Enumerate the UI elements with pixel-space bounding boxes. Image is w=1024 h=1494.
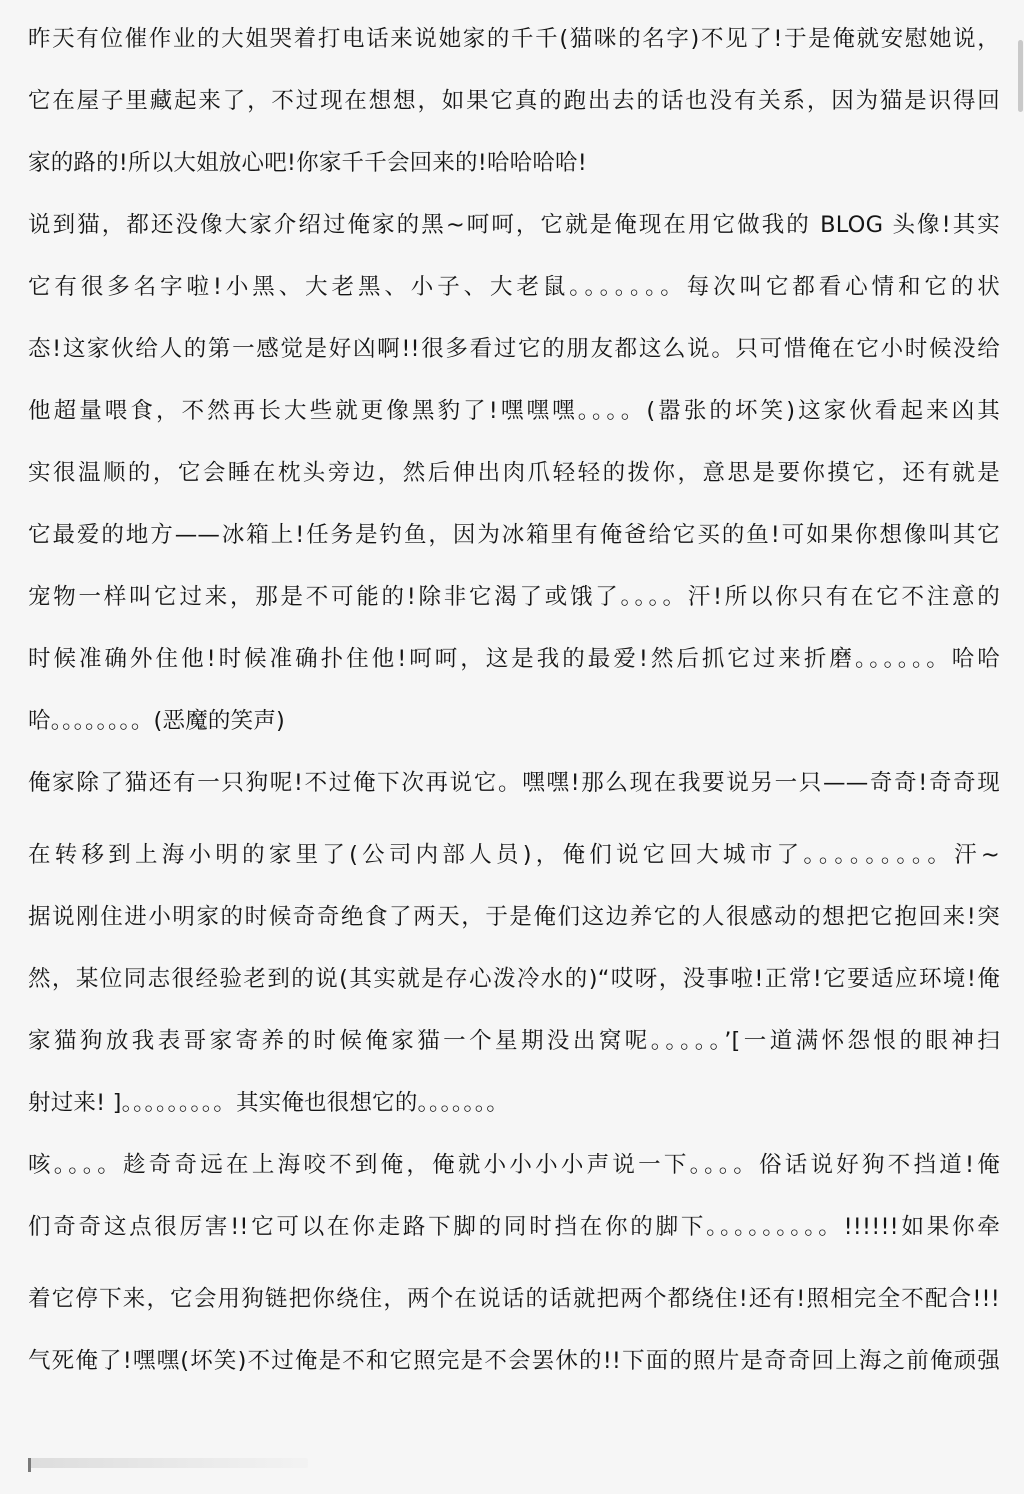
text-line: 据说刚住进小明家的时候奇奇绝食了两天，于是俺们这边养它的人很感动的想把它抱回来!突 <box>28 904 1000 930</box>
text-line: 们奇奇这点很厉害!!它可以在你走路下脚的同时挡在你的脚下。。。。。。。。。!!!!!!如果你牵 <box>28 1214 1000 1240</box>
text-line: 态!这家伙给人的第一感觉是好凶啊!!很多看过它的朋友都这么说。只可惜俺在它小时候没给 <box>28 336 1000 362</box>
text-line: 实很温顺的，它会睡在枕头旁边，然后伸出肉爪轻轻的拨你，意思是要你摸它，还有就是 <box>28 460 1000 486</box>
text-line: 说到猫，都还没像大家介绍过俺家的黑~呵呵，它就是俺现在用它做我的 BLOG 头像!其实 <box>28 212 1000 238</box>
paragraph-gap <box>28 1258 1000 1268</box>
text-line: 昨天有位催作业的大姐哭着打电话来说她家的千千(猫咪的名字)不见了!于是俺就安慰她说， <box>28 26 1000 52</box>
text-line: 气死俺了!嘿嘿(坏笑)不过俺是不和它照完是不会罢休的!!下面的照片是奇奇回上海之前俺顽强 <box>28 1348 1000 1374</box>
text-line: 射过来! ]。。。。。。。。。其实俺也很想它的。。。。。。。 <box>28 1090 509 1116</box>
image-loading-bar <box>28 1458 308 1468</box>
text-line: 家的路的!所以大姐放心吧!你家千千会回来的!哈哈哈哈! <box>28 150 587 176</box>
text-line: 时候准确外住他!时候准确扑住他!呵呵，这是我的最爱!然后抓它过来折磨。。。。。。哈哈 <box>28 646 1000 672</box>
text-line: 在转移到上海小明的家里了(公司内部人员)，俺们说它回大城市了。。。。。。。。。汗~ <box>28 842 1000 868</box>
text-line: 它在屋子里藏起来了，不过现在想想，如果它真的跑出去的话也没有关系，因为猫是识得回 <box>28 88 1000 114</box>
text-line: 然，某位同志很经验老到的说(其实就是存心泼冷水的)“哎呀，没事啦!正常!它要适应环境!俺 <box>28 966 1000 992</box>
image-loading-bar-cap <box>28 1458 31 1472</box>
text-line: 他超量喂食，不然再长大些就更像黑豹了!嘿嘿嘿。。。。(嚣张的坏笑)这家伙看起来凶其 <box>28 398 1000 424</box>
article-body <box>28 8 1000 1392</box>
text-line: 它有很多名字啦!小黑、大老黑、小子、大老鼠。。。。。。。每次叫它都看心情和它的状 <box>28 274 1000 300</box>
text-line: 宠物一样叫它过来，那是不可能的!除非它渴了或饿了。。。。汗!所以你只有在它不注意的 <box>28 584 1000 610</box>
text-line: 哈。。。。。。。。(恶魔的笑声) <box>28 708 286 734</box>
text-line: 俺家除了猫还有一只狗呢!不过俺下次再说它。嘿嘿!那么现在我要说另一只——奇奇!奇奇现 <box>28 770 1000 796</box>
paragraph-gap <box>28 814 1000 824</box>
text-line: 着它停下来，它会用狗链把你绕住，两个在说话的话就把两个都绕住!还有!照相完全不配合!!! <box>28 1286 1000 1312</box>
text-line: 它最爱的地方——冰箱上!任务是钓鱼，因为冰箱里有俺爸给它买的鱼!可如果你想像叫其它 <box>28 522 1000 548</box>
text-line: 家猫狗放我表哥家寄养的时候俺家猫一个星期没出窝呢。。。。。’[一道满怀怨恨的眼神扫 <box>28 1028 1000 1054</box>
text-line: 咳。。。。趁奇奇远在上海咬不到俺，俺就小小小小声说一下。。。。俗话说好狗不挡道!俺 <box>28 1152 1000 1178</box>
scrollbar-thumb[interactable] <box>1018 40 1023 112</box>
